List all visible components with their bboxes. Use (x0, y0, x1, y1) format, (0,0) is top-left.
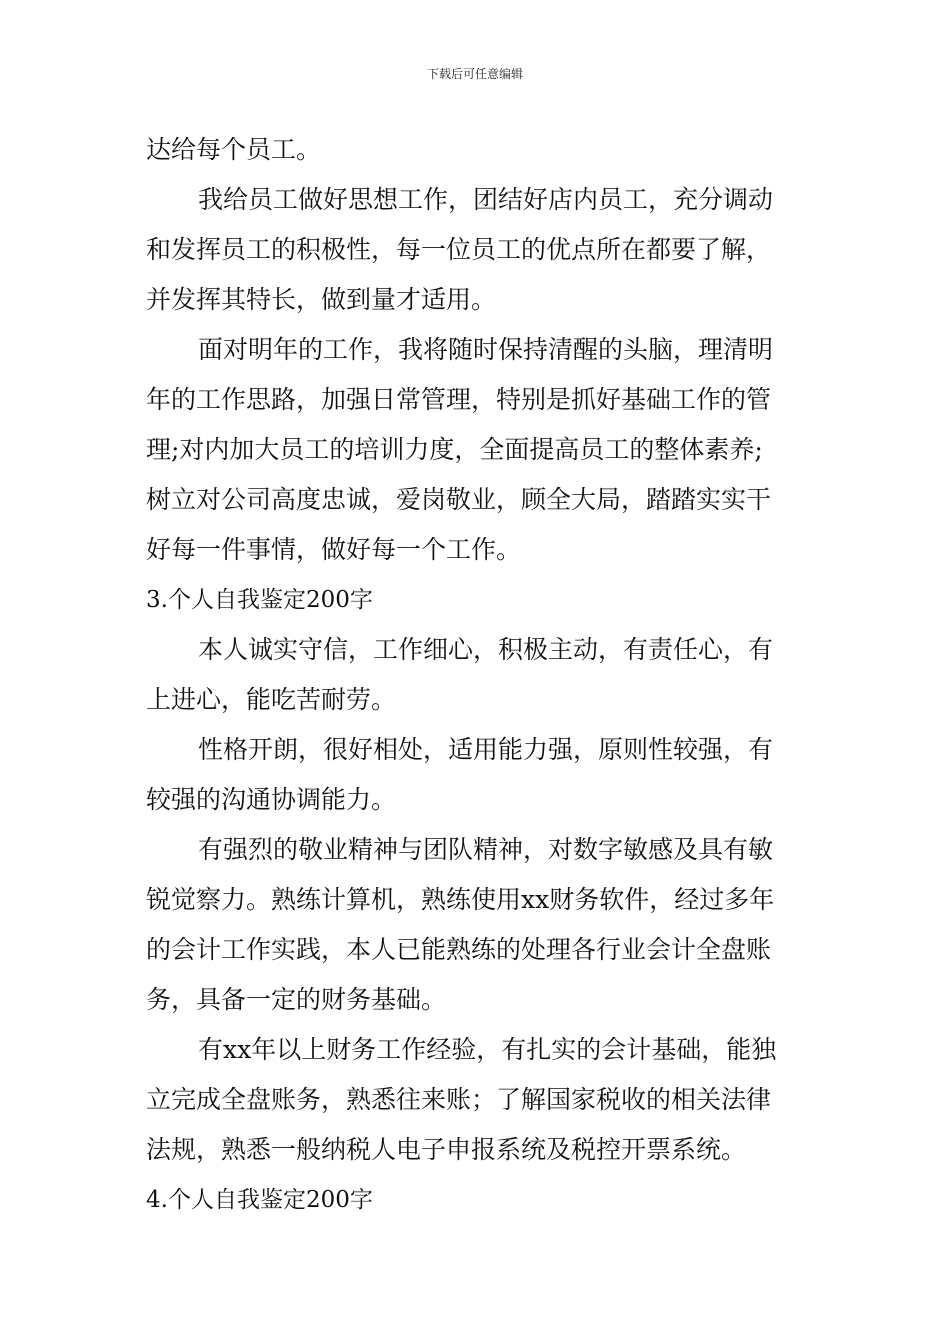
section-heading: 4.个人自我鉴定200字 (146, 1187, 373, 1213)
text-line: 并发挥其特长，做到量才适用。 (146, 285, 497, 314)
text-line: 理;对内加大员工的培训力度，全面提高员工的整体素养; (146, 435, 763, 464)
paragraph-start-line: 本人诚实守信，工作细心，积极主动，有责任心，有 (198, 635, 774, 664)
paragraph-start-line: 有xx年以上财务工作经验，有扎实的会计基础，能独 (198, 1035, 777, 1064)
text-line: 上进心，能吃苦耐劳。 (146, 685, 397, 714)
text-line: 锐觉察力。熟练计算机，熟练使用xx财务软件，经过多年 (146, 885, 775, 914)
text-line: 立完成全盘账务，熟悉往来账；了解国家税收的相关法律 (146, 1085, 772, 1114)
text-line: 和发挥员工的积极性，每一位员工的优点所在都要了解， (146, 235, 772, 264)
text-line: 务，具备一定的财务基础。 (146, 985, 447, 1014)
paragraph-start-line: 性格开朗，很好相处，适用能力强，原则性较强，有 (198, 735, 774, 764)
section-heading: 3.个人自我鉴定200字 (146, 587, 373, 613)
text-line: 年的工作思路，加强日常管理，特别是抓好基础工作的管 (146, 385, 772, 414)
text-line: 达给每个员工。 (146, 135, 322, 164)
text-line: 的会计工作实践，本人已能熟练的处理各行业会计全盘账 (146, 935, 772, 964)
paragraph-start-line: 有强烈的敬业精神与团队精神，对数字敏感及具有敏 (198, 835, 774, 864)
paragraph-start-line: 我给员工做好思想工作，团结好店内员工，充分调动 (198, 185, 774, 214)
text-line: 较强的沟通协调能力。 (146, 785, 397, 814)
text-line: 树立对公司高度忠诚，爱岗敬业，顾全大局，踏踏实实干 (146, 485, 772, 514)
page-header-note: 下载后可任意编辑 (426, 67, 523, 81)
document-body (146, 125, 810, 1225)
text-line: 法规，熟悉一般纳税人电子申报系统及税控开票系统。 (146, 1135, 747, 1164)
paragraph-start-line: 面对明年的工作，我将随时保持清醒的头脑，理清明 (198, 335, 774, 364)
text-line: 好每一件事情，做好每一个工作。 (146, 535, 522, 564)
